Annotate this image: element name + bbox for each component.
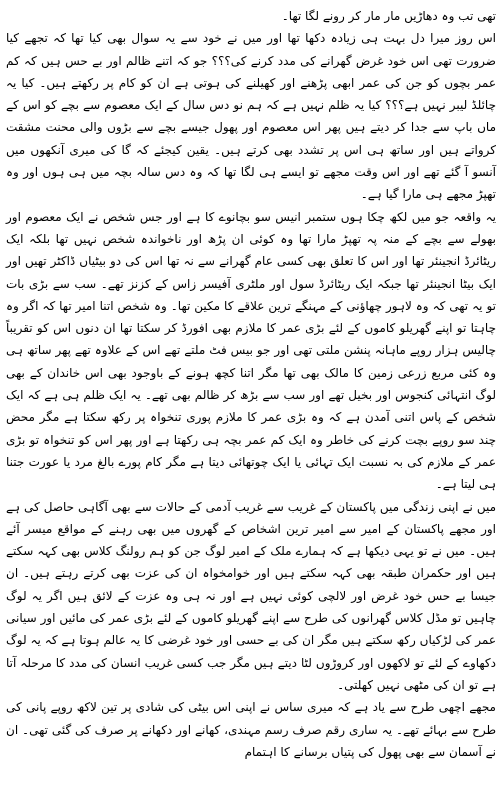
paragraph-4: میں نے اپنی زندگی میں پاکستان کے غریب سے غریب آدمی کے حالات سے بھی آگاہی حاصل کی ہے اور مجھے پاکستان کے امیر سے امیر ترین اشخاص کے گھروں میں بھی رہنے کے مواقع میسر آئے ہیں۔ میں نے تو یہی دیکھا ہے کہ ہمارے ملک کے امیر لوگ جن کو ہم رولنگ کلاس بھی کہہ سکتے ہیں اور حکمران طبقہ بھی کہہ سکتے ہیں اور خوامخواہ ان کی عزت بھی کرتے رہتے ہیں۔ ان جیسا بے حس خود غرض اور لالچی کوئی نہیں ہے اور نہ ہی وہ عزت کے لائق ہیں اگر یہ لوگ چاہیں تو مڈل کلاس گھرانوں کی طرح سے اپنے گھریلو کاموں کے لئے بڑی عمر کی مائیں اور سیانی عمر کی لڑکیاں رکھ سکتے ہیں مگر ان کی بے حسی اور خود غرضی کا یہ عالم ہوتا ہے کہ یہ لوگ دکھاوے کے لئے تو لاکھوں اور کروڑوں لٹا دیتے ہیں مگر جب کسی غریب انسان کی مدد کا مرحلہ آتا ہے تو ان کی مٹھی نہیں کھلتی۔ bbox=[6, 499, 496, 692]
paragraph-1: تھی تب وہ دھاڑیں مار مار کر رونے لگا تھا۔ bbox=[281, 9, 496, 23]
paragraph-3: یہ واقعہ جو میں لکھ چکا ہوں ستمبر انیس سو بچانوے کا ہے اور جس شخص نے ایک معصوم اور بھولے سے بچے کے منہ پہ تھپڑ مارا تھا وہ کوئی ان پڑھ اور ناخواندہ شخص نہیں تھا بلکہ ایک ریٹائرڈ انجینئر تھا اور اس کا تعلق بھی کسی عام گھرانے سے نہ تھا اس کی دو بیٹیاں ڈاکٹر تھیں اور ایک بیٹا انجینئر تھا جبکہ ایک ریٹائرڈ سول اور ملٹری آفیسر زاس کے کزنز تھے۔ سب سے بڑی بات تو یہ تھی کہ وہ لاہور چھاؤنی کے مہنگے ترین علاقے کا مکین تھا۔ وہ شخص اتنا امیر تھا کہ اگر وہ چاہتا تو اپنے گھریلو کاموں کے لئے بڑی عمر کا ملازم بھی افورڈ کر سکتا تھا ان دنوں اس کو تقریباً چالیس ہزار روپے ماہانہ پنشن ملتی تھی اور جو بیس فٹ ملتے تھے اس کے علاوہ تھے پھر ساتھ ہی وہ کئی مربع زرعی زمین کا مالک بھی تھا مگر اتنا کچھ ہونے کے باوجود بھی اس خاندان کے بھی لوگ انتہائی کنجوس اور بخیل تھے اور سب سے بڑھ کر ظالم بھی تھے۔ یہ ایک ظلم ہی ہے کہ ایک شخص کے پاس اتنی آمدن ہے کہ وہ بڑی عمر کا ملازم پوری تنخواہ پر رکھ سکتا ہے مگر محض چند سو روپے بچت کرنے کی خاطر وہ ایک کم عمر بچہ ہی رکھتا ہے اور پھر اس کو تنخواہ تو بڑی عمر کے ملازم کی بہ نسبت ایک تہائی یا ایک چوتھائی دیتا ہے مگر کام پورے بالغ مرد یا عورت جتنا ہی لیتا ہے۔ bbox=[6, 209, 496, 492]
paragraph-2: اس روز میرا دل بہت ہی زیادہ دکھا تھا اور میں نے خود سے یہ سوال بھی کیا تھا کہ تجھے کیا ضرورت تھی اس خود غرض گھرانے کی مدد کرنے کی؟؟؟ جو کہ اتنے ظالم اور بے حس ہیں کہ کم عمر بچوں کو جن کی عمر ابھی پڑھنے اور کھیلنے کی ہوتی ہے ان کو کام پر رکھتے ہیں۔ کیا یہ چائلڈ لیبر نہیں ہے؟؟؟ کیا یہ ظلم نہیں ہے کہ ہم نو دس سال کے ایک معصوم سے بچے کو اس کے ماں باپ سے جدا کر دیتے ہیں پھر اس معصوم اور پھول جیسے بچے سے بڑوں والی محنت مشقت کرواتے ہیں اور ساتھ ہی اس پر تشدد بھی کرتے ہیں۔ یقین کیجئے کہ گا کی میری آنکھوں میں آنسو آ گئے تھے اور اس وقت مجھے تو ایسے ہی لگا تھا کہ وہ دس سالہ بچہ میں ہی ہوں اور وہ تھپڑ مجھے ہی مارا گیا ہے۔ bbox=[6, 31, 496, 202]
paragraph-5: مجھے اچھی طرح سے یاد ہے کہ میری ساس نے اپنی اس بیٹی کی شادی پر تین لاکھ روپے پانی کی طرح سے بہائے تھے۔ یہ ساری رقم صرف رسم مہندی، کھانے اور دکھانے پر صرف کی گئی تھی۔ ان نے آسمان سے بھی پھول کی پتیاں برسانے کا اہتمام bbox=[6, 700, 496, 759]
